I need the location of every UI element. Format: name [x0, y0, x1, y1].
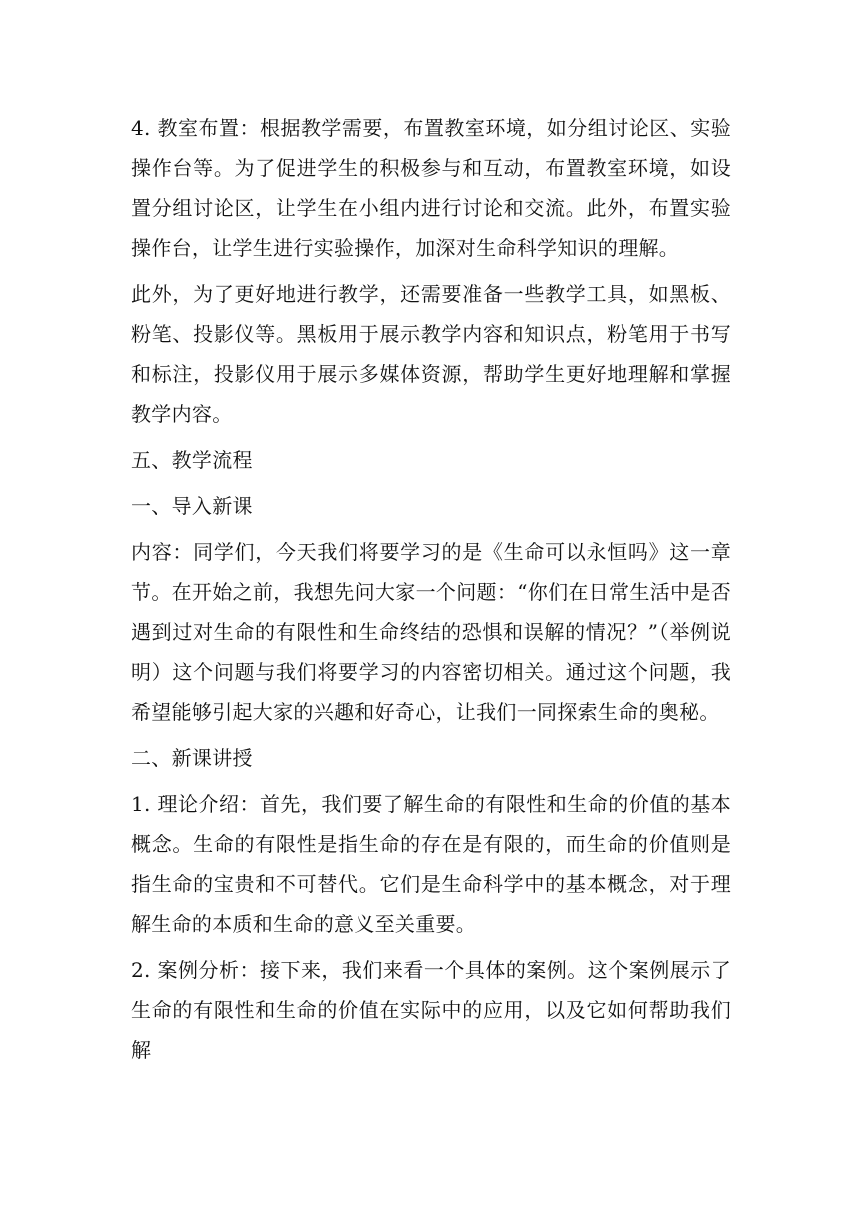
paragraph-case-analysis: 2. 案例分析：接下来，我们来看一个具体的案例。这个案例展示了生命的有限性和生命的价值在实际中的应用，以及它如何帮助我们解 — [131, 958, 731, 1062]
paragraph-introduction-content: 内容：同学们，今天我们将要学习的是《生命可以永恒吗》这一章节。在开始之前，我想先问大家一个问题：“你们在日常生活中是否遇到过对生命的有限性和生命终结的恐惧和误解的情况？”（举例说明）这个问题与我们将要学习的内容密切相关。通过这个问题，我希望能够引起大家的兴趣和好奇心，让我们一同探索生命的奥秘。 — [131, 540, 731, 724]
paragraph-theory-introduction: 1. 理论介绍：首先，我们要了解生命的有限性和生命的价值的基本概念。生命的有限性是指生命的存在是有限的，而生命的价值则是指生命的宝贵和不可替代。它们是生命科学中的基本概念，对于理解生命的本质和生命的意义至关重要。 — [131, 792, 731, 936]
paragraph-classroom-setup: 4. 教室布置：根据教学需要，布置教室环境，如分组讨论区、实验操作台等。为了促进学生的积极参与和互动，布置教室环境，如设置分组讨论区，让学生在小组内进行讨论和交流。此外，布置实验操作台，让学生进行实验操作，加深对生命科学知识的理解。 — [131, 116, 731, 260]
paragraph-teaching-tools: 此外，为了更好地进行教学，还需要准备一些教学工具，如黑板、粉笔、投影仪等。黑板用于展示教学内容和知识点，粉笔用于书写和标注，投影仪用于展示多媒体资源，帮助学生更好地理解和掌握教学内容。 — [131, 282, 731, 426]
subsection-heading-introduction: 一、导入新课 — [131, 494, 253, 518]
document-body — [131, 108, 731, 1076]
section-heading-teaching-process: 五、教学流程 — [131, 448, 253, 472]
subsection-heading-new-lesson: 二、新课讲授 — [131, 746, 253, 770]
